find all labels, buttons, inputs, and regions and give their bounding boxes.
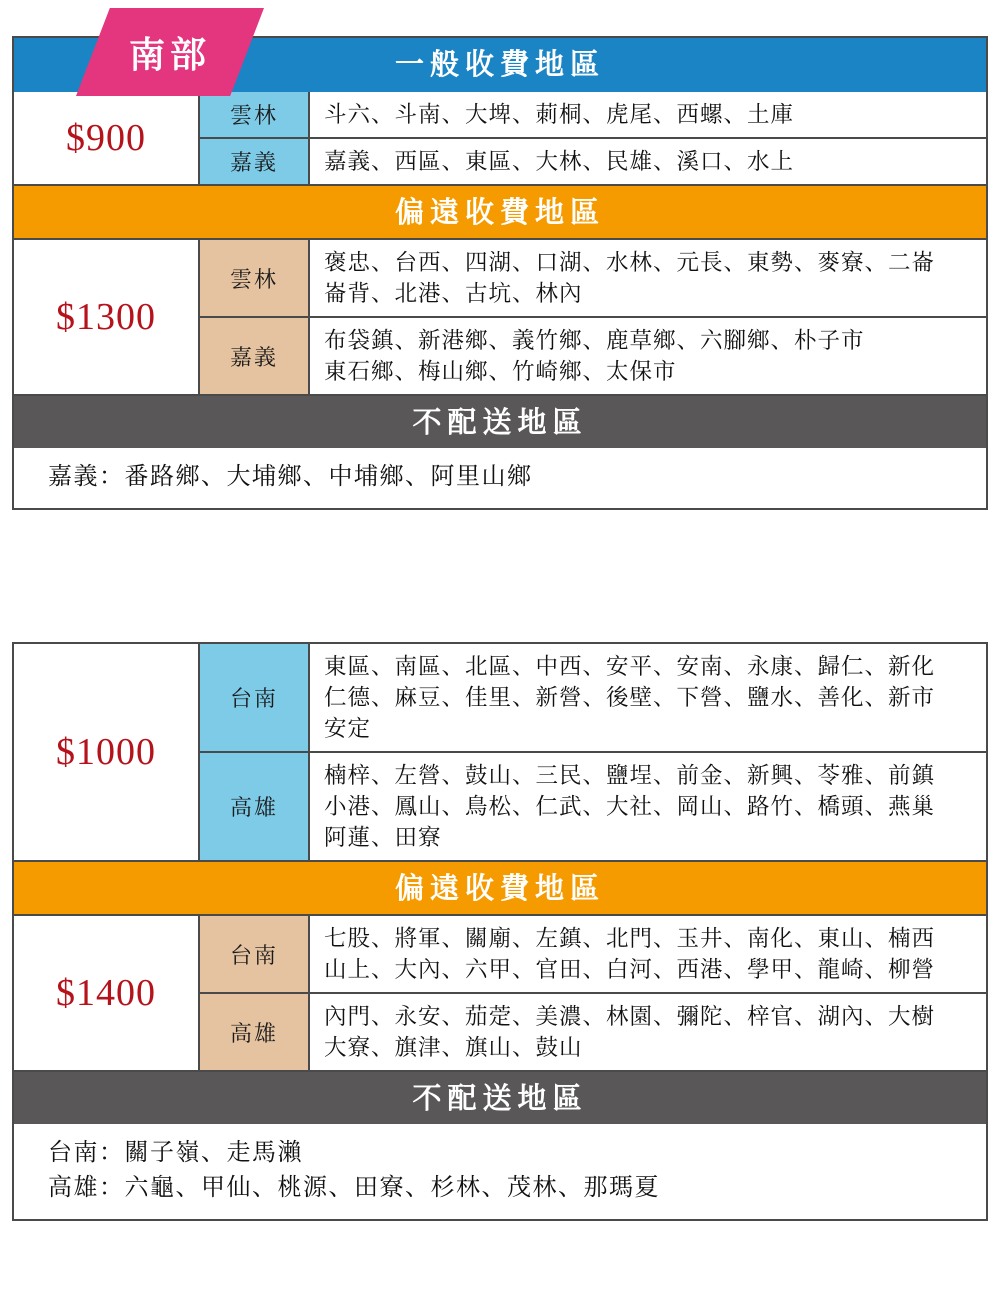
no-delivery-line: 台南：關子嶺、走馬瀨 bbox=[48, 1140, 303, 1167]
areas-yunlin-1300 bbox=[310, 240, 986, 316]
area-line: 東石鄉、梅山鄉、竹崎鄉、太保市 bbox=[324, 359, 677, 385]
area-line: 嘉義、西區、東區、大林、民雄、溪口、水上 bbox=[324, 149, 795, 175]
region-list-1300 bbox=[200, 240, 986, 394]
county-label-chiayi: 嘉義 bbox=[200, 139, 310, 184]
areas-yunlin-900 bbox=[310, 92, 986, 137]
county-row-yunlin-1300 bbox=[200, 240, 986, 316]
banner-no-delivery-area-1: 不配送地區 bbox=[14, 394, 986, 448]
area-line: 大寮、旗津、旗山、鼓山 bbox=[324, 1035, 583, 1061]
no-delivery-note-1 bbox=[14, 448, 986, 508]
south-region-section-2 bbox=[12, 642, 988, 1221]
area-line: 布袋鎮、新港鄉、義竹鄉、鹿草鄉、六腳鄉、朴子市 bbox=[324, 328, 865, 354]
area-line: 山上、大內、六甲、官田、白河、西港、學甲、龍崎、柳營 bbox=[324, 957, 936, 983]
area-line: 東區、南區、北區、中西、安平、安南、永康、歸仁、新化 bbox=[324, 654, 936, 679]
area-line: 安定 bbox=[324, 716, 372, 742]
county-row-tainan-1400 bbox=[200, 916, 986, 992]
area-line: 斗六、斗南、大埤、莿桐、虎尾、西螺、土庫 bbox=[324, 102, 795, 127]
areas-chiayi-900 bbox=[310, 139, 986, 184]
area-line: 七股、將軍、關廟、左鎮、北門、玉井、南化、東山、楠西 bbox=[324, 926, 936, 952]
county-label-tainan-remote: 台南 bbox=[200, 916, 310, 992]
area-line: 阿蓮、田寮 bbox=[324, 825, 442, 851]
no-delivery-line: 嘉義：番路鄉、大埔鄉、中埔鄉、阿里山鄉 bbox=[48, 464, 533, 491]
areas-tainan-1400 bbox=[310, 916, 986, 992]
banner-remote-fee-area-1: 偏遠收費地區 bbox=[14, 184, 986, 238]
county-label-yunlin: 雲林 bbox=[200, 92, 310, 137]
region-list-1000 bbox=[200, 644, 986, 860]
price-1400: $1400 bbox=[14, 916, 200, 1070]
areas-tainan-1000 bbox=[310, 644, 986, 751]
area-line: 內門、永安、茄萣、美濃、林園、彌陀、梓官、湖內、大樹 bbox=[324, 1004, 936, 1030]
area-line: 崙背、北港、古坑、林內 bbox=[324, 281, 583, 307]
no-delivery-line: 高雄：六龜、甲仙、桃源、田寮、杉林、茂林、那瑪夏 bbox=[48, 1174, 660, 1201]
region-ribbon-label: 南部 bbox=[128, 34, 211, 75]
county-label-yunlin-remote: 雲林 bbox=[200, 240, 310, 316]
area-line: 楠梓、左營、鼓山、三民、鹽埕、前金、新興、苓雅、前鎮 bbox=[324, 763, 936, 789]
banner-remote-fee-area-2: 偏遠收費地區 bbox=[14, 860, 986, 914]
county-row-chiayi-1300 bbox=[200, 316, 986, 394]
county-row-tainan-1000 bbox=[200, 644, 986, 751]
area-line: 小港、鳳山、鳥松、仁武、大社、岡山、路竹、橋頭、燕巢 bbox=[324, 794, 936, 820]
county-row-kaohsiung-1400 bbox=[200, 992, 986, 1070]
areas-chiayi-1300 bbox=[310, 318, 986, 394]
fee-row-1300 bbox=[14, 238, 986, 394]
fee-row-1000 bbox=[14, 644, 986, 860]
county-label-kaohsiung: 高雄 bbox=[200, 753, 310, 860]
county-label-chiayi-remote: 嘉義 bbox=[200, 318, 310, 394]
county-label-tainan: 台南 bbox=[200, 644, 310, 751]
areas-kaohsiung-1000 bbox=[310, 753, 986, 860]
south-region-section-1 bbox=[12, 36, 988, 510]
banner-no-delivery-area-2: 不配送地區 bbox=[14, 1070, 986, 1124]
county-row-chiayi-900 bbox=[200, 137, 986, 184]
price-900: $900 bbox=[14, 92, 200, 184]
price-1300: $1300 bbox=[14, 240, 200, 394]
no-delivery-note-2 bbox=[14, 1124, 986, 1218]
county-row-kaohsiung-1000 bbox=[200, 751, 986, 860]
county-row-yunlin-900 bbox=[200, 92, 986, 137]
area-line: 仁德、麻豆、佳里、新營、後壁、下營、鹽水、善化、新市 bbox=[324, 685, 936, 711]
area-line: 褒忠、台西、四湖、口湖、水林、元長、東勢、麥寮、二崙 bbox=[324, 250, 936, 276]
areas-kaohsiung-1400 bbox=[310, 994, 986, 1070]
fee-row-1400 bbox=[14, 914, 986, 1070]
region-list-1400 bbox=[200, 916, 986, 1070]
county-label-kaohsiung-remote: 高雄 bbox=[200, 994, 310, 1070]
region-list-900 bbox=[200, 92, 986, 184]
fee-row-900 bbox=[14, 92, 986, 184]
price-1000: $1000 bbox=[14, 644, 200, 860]
banner-normal-fee-area-1: 一般收費地區 bbox=[14, 38, 986, 92]
